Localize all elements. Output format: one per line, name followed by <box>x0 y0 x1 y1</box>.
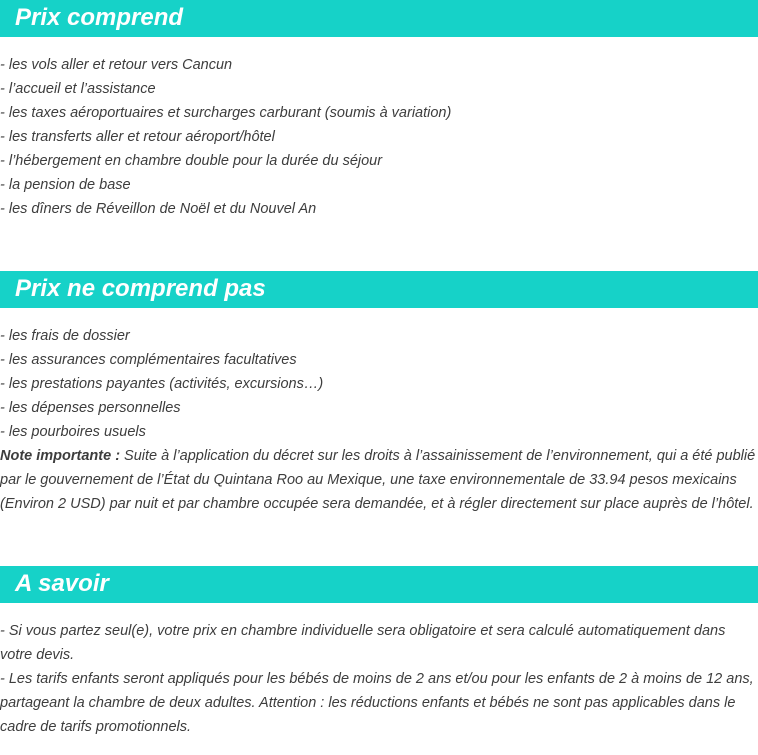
info-paragraph: - Si vous partez seul(e), votre prix en chambre individuelle sera obligatoire et sera calculé automatiquement dans votre devis. <box>0 623 726 663</box>
list-item: - les taxes aéroportuaires et surcharges carburant (soumis à variation) <box>0 105 452 121</box>
section-header-a-savoir <box>0 566 758 603</box>
list-item: - l’hébergement en chambre double pour la durée du séjour <box>0 153 383 169</box>
list-item: - les transferts aller et retour aéroport/hôtel <box>0 129 275 145</box>
list-item: - les dépenses personnelles <box>0 400 181 416</box>
list-item: - les pourboires usuels <box>0 424 146 440</box>
info-paragraphs <box>0 619 758 739</box>
important-note <box>0 444 758 516</box>
list-item: - la pension de base <box>0 177 131 193</box>
section-title: A savoir <box>15 570 109 597</box>
list-item: - les vols aller et retour vers Cancun <box>0 57 233 73</box>
note-text: Suite à l’application du décret sur les droits à l’assainissement de l’environnement, qui a été publié par le gouvernement de l’État du Quintana Roo au Mexique, une taxe environnementale de 33.94 pesos mexicains (Environ 2 USD) par nuit et par chambre occupée sera demandée, et à régler directement sur place auprès de l’hôtel. <box>0 448 756 512</box>
list-item: - l’accueil et l’assistance <box>0 81 156 97</box>
section-header-prix-ne-comprend-pas <box>0 271 758 308</box>
note-label: Note importante : <box>0 448 121 464</box>
list-item: - les prestations payantes (activités, excursions…) <box>0 376 324 392</box>
section-title: Prix ne comprend pas <box>15 275 266 302</box>
info-paragraph: - Les tarifs enfants seront appliqués pour les bébés de moins de 2 ans et/ou pour les enfants de 2 à moins de 12 ans, partageant la chambre de deux adultes. Attention : les réductions enfants et bébés ne sont pas applicables dans le cadre de tarifs promotionnels. <box>0 671 754 735</box>
list-item: - les assurances complémentaires facultatives <box>0 352 297 368</box>
section-title: Prix comprend <box>15 4 184 31</box>
section-header-prix-comprend <box>0 0 758 37</box>
included-list <box>0 53 758 221</box>
list-item: - les frais de dossier <box>0 328 130 344</box>
list-item: - les dîners de Réveillon de Noël et du Nouvel An <box>0 201 317 217</box>
excluded-list <box>0 324 758 516</box>
